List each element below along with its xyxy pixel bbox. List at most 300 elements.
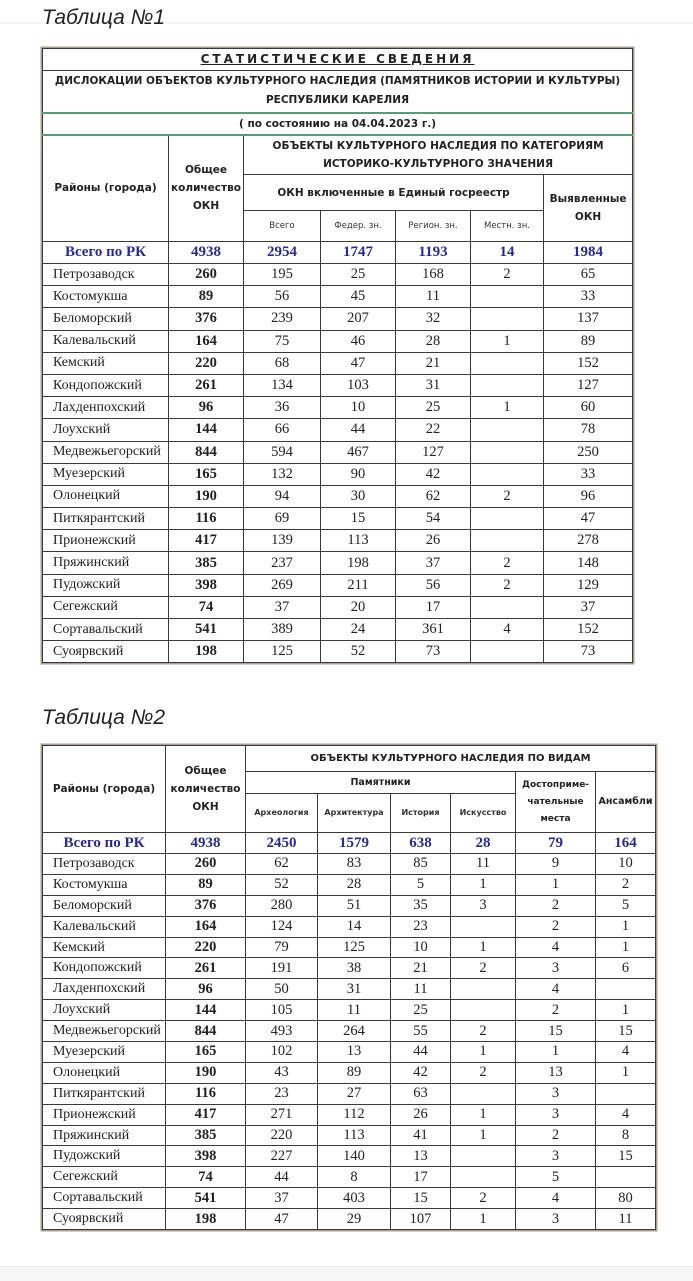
t2-value-cell: 74: [166, 1167, 246, 1188]
t1-value-cell: 239: [244, 308, 321, 330]
t1-value-cell: 1: [471, 397, 544, 419]
t2-value-cell: 4: [596, 1104, 656, 1125]
t2-value-cell: 80: [596, 1188, 656, 1209]
t2-value-cell: [451, 1083, 516, 1104]
t2-value-cell: 1: [596, 1000, 656, 1021]
t1-row: [43, 264, 633, 286]
t1-value-cell: 139: [244, 530, 321, 552]
t1-value-cell: 237: [244, 552, 321, 574]
t1-row: [43, 508, 633, 530]
t1-row: [43, 330, 633, 352]
t1-district-name: Костомукша: [43, 286, 169, 308]
t1-value-cell: 261: [169, 374, 244, 396]
t2-value-cell: 41: [391, 1125, 451, 1146]
t2-value-cell: 1: [451, 1209, 516, 1230]
t1-value-cell: 168: [396, 264, 471, 286]
t1-value-cell: 376: [169, 308, 244, 330]
t2-value-cell: 1: [516, 874, 596, 895]
t2-district-name: Питкярантский: [43, 1083, 166, 1104]
t2-value-cell: 4: [516, 1188, 596, 1209]
t2-value-cell: 1: [596, 937, 656, 958]
t2-value-cell: 2: [596, 874, 656, 895]
t1-value-cell: 96: [544, 485, 633, 507]
t1-total-cell: 4938: [169, 242, 244, 264]
t1-district-name: Питкярантский: [43, 508, 169, 530]
t2-district-name: Кондопожский: [43, 958, 166, 979]
t2-value-cell: 2: [451, 958, 516, 979]
table1-title: СТАТИСТИЧЕСКИЕ СВЕДЕНИЯ: [200, 52, 475, 66]
t2-value-cell: 844: [166, 1021, 246, 1042]
t2-value-cell: 220: [166, 937, 246, 958]
t2-header-history: История: [391, 794, 451, 833]
t2-value-cell: 35: [391, 895, 451, 916]
t1-value-cell: 844: [169, 441, 244, 463]
t2-value-cell: 13: [516, 1062, 596, 1083]
t2-value-cell: 11: [318, 1000, 391, 1021]
t1-value-cell: 164: [169, 330, 244, 352]
t2-total-cell: 1579: [318, 833, 391, 854]
t2-value-cell: 2: [516, 1000, 596, 1021]
t1-value-cell: 20: [321, 596, 396, 618]
t2-value-cell: 6: [596, 958, 656, 979]
t2-value-cell: 541: [166, 1188, 246, 1209]
t1-value-cell: [471, 308, 544, 330]
t1-value-cell: 11: [396, 286, 471, 308]
t1-value-cell: 278: [544, 530, 633, 552]
t1-value-cell: 2: [471, 485, 544, 507]
t1-value-cell: 467: [321, 441, 396, 463]
t1-total-cell: 1193: [396, 242, 471, 264]
t1-value-cell: 37: [544, 596, 633, 618]
t2-value-cell: 102: [246, 1042, 318, 1063]
t1-row: [43, 374, 633, 396]
t1-value-cell: 250: [544, 441, 633, 463]
t1-district-name: Олонецкий: [43, 485, 169, 507]
t2-district-name: Сегежский: [43, 1167, 166, 1188]
t2-value-cell: 1: [451, 874, 516, 895]
t1-value-cell: 32: [396, 308, 471, 330]
t1-value-cell: 113: [321, 530, 396, 552]
t1-value-cell: 90: [321, 463, 396, 485]
t2-value-cell: [596, 1083, 656, 1104]
t1-value-cell: 62: [396, 485, 471, 507]
t1-value-cell: 54: [396, 508, 471, 530]
t2-row: [43, 1021, 656, 1042]
t1-value-cell: 33: [544, 463, 633, 485]
t2-value-cell: 8: [596, 1125, 656, 1146]
t1-value-cell: 46: [321, 330, 396, 352]
t1-value-cell: [471, 463, 544, 485]
t1-header-total-l3: ОКН: [192, 200, 220, 213]
t1-row: [43, 641, 633, 663]
t1-value-cell: 89: [544, 330, 633, 352]
t2-row: [43, 895, 656, 916]
t2-total-row: [43, 833, 656, 854]
t2-header-architecture: Архитектура: [318, 794, 391, 833]
t2-value-cell: [451, 1146, 516, 1167]
t1-row: [43, 463, 633, 485]
t1-value-cell: 78: [544, 419, 633, 441]
t2-value-cell: 264: [318, 1021, 391, 1042]
t1-value-cell: 96: [169, 397, 244, 419]
t1-district-name: Калевальский: [43, 330, 169, 352]
t2-header-archaeology: Археология: [246, 794, 318, 833]
t1-value-cell: 385: [169, 552, 244, 574]
t2-value-cell: 2: [451, 1062, 516, 1083]
t1-value-cell: 75: [244, 330, 321, 352]
t2-row: [43, 958, 656, 979]
table1-caption: Таблица №1: [42, 6, 166, 29]
t2-value-cell: 47: [246, 1209, 318, 1230]
t1-value-cell: 25: [321, 264, 396, 286]
t2-value-cell: 376: [166, 895, 246, 916]
t2-row: [43, 937, 656, 958]
t2-value-cell: 26: [391, 1104, 451, 1125]
t1-row: [43, 574, 633, 596]
t2-row: [43, 1125, 656, 1146]
t2-row: [43, 1146, 656, 1167]
t2-value-cell: 3: [516, 1104, 596, 1125]
t2-value-cell: 5: [596, 895, 656, 916]
table1-subtitle-line1: ДИСЛОКАЦИИ ОБЪЕКТОВ КУЛЬТУРНОГО НАСЛЕДИЯ (ПАМЯТНИКОВ ИСТОРИИ И КУЛЬТУРЫ): [54, 75, 621, 88]
t2-value-cell: 63: [391, 1083, 451, 1104]
t1-value-cell: 541: [169, 619, 244, 641]
t1-total-label: Всего по РК: [43, 242, 169, 264]
t2-value-cell: 14: [318, 916, 391, 937]
t2-value-cell: 44: [391, 1042, 451, 1063]
t2-value-cell: 51: [318, 895, 391, 916]
t2-value-cell: 1: [451, 1104, 516, 1125]
t2-district-name: Лоухский: [43, 1000, 166, 1021]
t1-value-cell: 361: [396, 619, 471, 641]
t2-value-cell: 190: [166, 1062, 246, 1083]
t2-value-cell: 4: [516, 937, 596, 958]
t2-value-cell: 165: [166, 1042, 246, 1063]
t1-value-cell: 2: [471, 264, 544, 286]
t2-value-cell: 261: [166, 958, 246, 979]
t1-value-cell: 33: [544, 286, 633, 308]
t1-row: [43, 485, 633, 507]
t2-value-cell: 4: [596, 1042, 656, 1063]
t2-value-cell: 10: [391, 937, 451, 958]
t2-value-cell: 2: [451, 1021, 516, 1042]
t2-value-cell: 116: [166, 1083, 246, 1104]
t1-value-cell: 417: [169, 530, 244, 552]
t2-district-name: Олонецкий: [43, 1062, 166, 1083]
t2-total-cell: 28: [451, 833, 516, 854]
t2-value-cell: 42: [391, 1062, 451, 1083]
t2-row: [43, 1083, 656, 1104]
t1-district-name: Муезерский: [43, 463, 169, 485]
t2-value-cell: 89: [318, 1062, 391, 1083]
t2-district-name: Пудожский: [43, 1146, 166, 1167]
t2-value-cell: 5: [516, 1167, 596, 1188]
t2-value-cell: 1: [516, 1042, 596, 1063]
t2-value-cell: 3: [451, 895, 516, 916]
t1-row: [43, 419, 633, 441]
t1-value-cell: 66: [244, 419, 321, 441]
t2-value-cell: 23: [246, 1083, 318, 1104]
table1-title-cell: [43, 49, 633, 71]
t2-value-cell: 85: [391, 854, 451, 875]
t1-value-cell: 137: [544, 308, 633, 330]
t2-header-landmarks-l1: Достоприме-: [521, 779, 590, 790]
t1-value-cell: 4: [471, 619, 544, 641]
t2-value-cell: 125: [318, 937, 391, 958]
t2-value-cell: 11: [451, 854, 516, 875]
t1-value-cell: [471, 352, 544, 374]
table1-date: ( по состоянию на 04.04.2023 г.): [43, 113, 633, 135]
t1-header-identified-l1: Выявленные: [549, 193, 627, 205]
t2-value-cell: [451, 916, 516, 937]
t2-row: [43, 854, 656, 875]
t1-header-group: [244, 135, 633, 175]
t1-value-cell: 129: [544, 574, 633, 596]
t2-value-cell: 15: [596, 1146, 656, 1167]
t2-value-cell: 9: [516, 854, 596, 875]
t1-total-row: [43, 242, 633, 264]
t2-row: [43, 1104, 656, 1125]
t2-value-cell: 113: [318, 1125, 391, 1146]
t2-value-cell: 164: [166, 916, 246, 937]
t1-row: [43, 286, 633, 308]
t2-value-cell: 2: [516, 1125, 596, 1146]
t2-value-cell: 89: [166, 874, 246, 895]
t2-value-cell: 2: [451, 1188, 516, 1209]
t2-header-total-l1: Общее: [184, 765, 227, 777]
t2-row: [43, 1167, 656, 1188]
t2-value-cell: 11: [391, 979, 451, 1000]
t1-row: [43, 619, 633, 641]
t1-row: [43, 530, 633, 552]
t1-value-cell: 37: [244, 596, 321, 618]
t1-header-district: Районы (города): [43, 135, 169, 242]
t2-total-cell: 164: [596, 833, 656, 854]
t2-value-cell: 105: [246, 1000, 318, 1021]
t2-value-cell: 107: [391, 1209, 451, 1230]
t2-value-cell: 96: [166, 979, 246, 1000]
t2-total-cell: 638: [391, 833, 451, 854]
t1-row: [43, 397, 633, 419]
t1-value-cell: 26: [396, 530, 471, 552]
t2-value-cell: 280: [246, 895, 318, 916]
t1-value-cell: 21: [396, 352, 471, 374]
t2-district-name: Сортавальский: [43, 1188, 166, 1209]
t2-value-cell: 220: [246, 1125, 318, 1146]
t1-value-cell: 211: [321, 574, 396, 596]
t1-total-cell: 14: [471, 242, 544, 264]
t2-header-district: Районы (города): [43, 746, 166, 833]
t2-header-total: [166, 746, 246, 833]
t2-row: [43, 1188, 656, 1209]
t2-district-name: Костомукша: [43, 874, 166, 895]
t2-value-cell: 398: [166, 1146, 246, 1167]
t1-district-name: Беломорский: [43, 308, 169, 330]
t2-header-group: ОБЪЕКТЫ КУЛЬТУРНОГО НАСЛЕДИЯ ПО ВИДАМ: [246, 746, 656, 772]
t1-value-cell: 10: [321, 397, 396, 419]
t2-value-cell: 3: [516, 1083, 596, 1104]
t1-value-cell: 28: [396, 330, 471, 352]
t1-header-total-l1: Общее: [184, 164, 228, 177]
t1-value-cell: 2: [471, 552, 544, 574]
t2-value-cell: 140: [318, 1146, 391, 1167]
t1-header-total: [169, 135, 244, 242]
t1-value-cell: 74: [169, 596, 244, 618]
t1-value-cell: 42: [396, 463, 471, 485]
t1-header-group-l2: ИСТОРИКО-КУЛЬТУРНОГО ЗНАЧЕНИЯ: [323, 157, 554, 170]
t2-value-cell: [596, 979, 656, 1000]
t1-value-cell: 125: [244, 641, 321, 663]
t2-row: [43, 1062, 656, 1083]
t2-value-cell: 83: [318, 854, 391, 875]
t2-value-cell: 8: [318, 1167, 391, 1188]
t2-row: [43, 1000, 656, 1021]
t1-district-name: Лоухский: [43, 419, 169, 441]
t2-header-total-l2: количество: [170, 783, 241, 795]
t1-value-cell: 134: [244, 374, 321, 396]
t1-row: [43, 552, 633, 574]
t2-row: [43, 1042, 656, 1063]
t1-value-cell: 116: [169, 508, 244, 530]
t1-value-cell: 132: [244, 463, 321, 485]
t1-value-cell: 269: [244, 574, 321, 596]
table2-types: [42, 745, 656, 1230]
t2-value-cell: 1: [451, 1042, 516, 1063]
t2-value-cell: 25: [391, 1000, 451, 1021]
t1-value-cell: 89: [169, 286, 244, 308]
t1-value-cell: [471, 530, 544, 552]
bottom-divider: [0, 1266, 693, 1281]
t2-value-cell: 55: [391, 1021, 451, 1042]
t2-header-monuments: Памятники: [246, 772, 516, 794]
t2-value-cell: 1: [596, 1062, 656, 1083]
t1-value-cell: 68: [244, 352, 321, 374]
t1-value-cell: 47: [544, 508, 633, 530]
t1-value-cell: 25: [396, 397, 471, 419]
t1-value-cell: [471, 508, 544, 530]
t2-value-cell: 15: [516, 1021, 596, 1042]
t2-value-cell: 10: [596, 854, 656, 875]
t1-district-name: Пудожский: [43, 574, 169, 596]
t2-value-cell: 5: [391, 874, 451, 895]
t2-row: [43, 874, 656, 895]
t1-value-cell: [471, 641, 544, 663]
t2-value-cell: 124: [246, 916, 318, 937]
t1-value-cell: 148: [544, 552, 633, 574]
t1-district-name: Пряжинский: [43, 552, 169, 574]
t2-value-cell: 15: [596, 1021, 656, 1042]
t1-row: [43, 308, 633, 330]
t1-total-cell: 1984: [544, 242, 633, 264]
t1-row: [43, 441, 633, 463]
t2-value-cell: 31: [318, 979, 391, 1000]
t1-district-name: Сегежский: [43, 596, 169, 618]
t2-value-cell: 52: [246, 874, 318, 895]
t2-header-art: Искусство: [451, 794, 516, 833]
t2-district-name: Кемский: [43, 937, 166, 958]
t2-total-cell: 4938: [166, 833, 246, 854]
t2-value-cell: [451, 1167, 516, 1188]
t1-header-identified-l2: ОКН: [574, 211, 602, 223]
t1-value-cell: 56: [244, 286, 321, 308]
t2-value-cell: 15: [391, 1188, 451, 1209]
t2-district-name: Муезерский: [43, 1042, 166, 1063]
t2-header-landmarks: [516, 772, 596, 833]
t2-value-cell: 43: [246, 1062, 318, 1083]
t1-value-cell: 398: [169, 574, 244, 596]
t1-value-cell: 44: [321, 419, 396, 441]
t1-value-cell: [471, 441, 544, 463]
t2-value-cell: 493: [246, 1021, 318, 1042]
t1-district-name: Кондопожский: [43, 374, 169, 396]
t1-value-cell: 73: [544, 641, 633, 663]
t1-row: [43, 352, 633, 374]
t2-value-cell: 1: [451, 1125, 516, 1146]
t1-value-cell: 15: [321, 508, 396, 530]
t2-value-cell: [596, 1167, 656, 1188]
t1-value-cell: 594: [244, 441, 321, 463]
t1-value-cell: 56: [396, 574, 471, 596]
t2-district-name: Медвежьегорский: [43, 1021, 166, 1042]
t2-header-ensembles: Ансамбли: [596, 772, 656, 833]
t2-value-cell: 13: [391, 1146, 451, 1167]
t2-value-cell: 2: [516, 916, 596, 937]
t2-value-cell: [451, 1000, 516, 1021]
t1-value-cell: [471, 374, 544, 396]
t1-value-cell: 144: [169, 419, 244, 441]
t2-value-cell: 260: [166, 854, 246, 875]
t2-header-landmarks-l3: места: [540, 813, 571, 824]
t1-district-name: Прионежский: [43, 530, 169, 552]
t1-total-cell: 2954: [244, 242, 321, 264]
t2-value-cell: 3: [516, 1146, 596, 1167]
t1-header-identified: [544, 175, 633, 242]
t1-value-cell: 52: [321, 641, 396, 663]
t1-value-cell: [471, 286, 544, 308]
t1-value-cell: 69: [244, 508, 321, 530]
t2-value-cell: 13: [318, 1042, 391, 1063]
table1-statistics: [42, 48, 633, 663]
t2-value-cell: 17: [391, 1167, 451, 1188]
t1-value-cell: 389: [244, 619, 321, 641]
t1-value-cell: 1: [471, 330, 544, 352]
t2-district-name: Суоярвский: [43, 1209, 166, 1230]
t2-value-cell: 23: [391, 916, 451, 937]
t2-value-cell: 38: [318, 958, 391, 979]
t1-value-cell: 17: [396, 596, 471, 618]
t1-value-cell: 22: [396, 419, 471, 441]
t2-value-cell: 3: [516, 1209, 596, 1230]
t2-district-name: Лахденпохский: [43, 979, 166, 1000]
t1-value-cell: 36: [244, 397, 321, 419]
t1-value-cell: 127: [544, 374, 633, 396]
t2-value-cell: 385: [166, 1125, 246, 1146]
t1-district-name: Петрозаводск: [43, 264, 169, 286]
t1-value-cell: 220: [169, 352, 244, 374]
t1-value-cell: 65: [544, 264, 633, 286]
t1-value-cell: [471, 419, 544, 441]
t2-value-cell: [451, 979, 516, 1000]
t2-value-cell: 21: [391, 958, 451, 979]
t2-row: [43, 1209, 656, 1230]
t2-value-cell: 62: [246, 854, 318, 875]
t1-value-cell: 198: [321, 552, 396, 574]
table2-caption: Таблица №2: [42, 706, 166, 729]
table2-body: [43, 854, 656, 1230]
t2-district-name: Беломорский: [43, 895, 166, 916]
t1-district-name: Сортавальский: [43, 619, 169, 641]
t2-header-total-l3: ОКН: [192, 801, 219, 813]
